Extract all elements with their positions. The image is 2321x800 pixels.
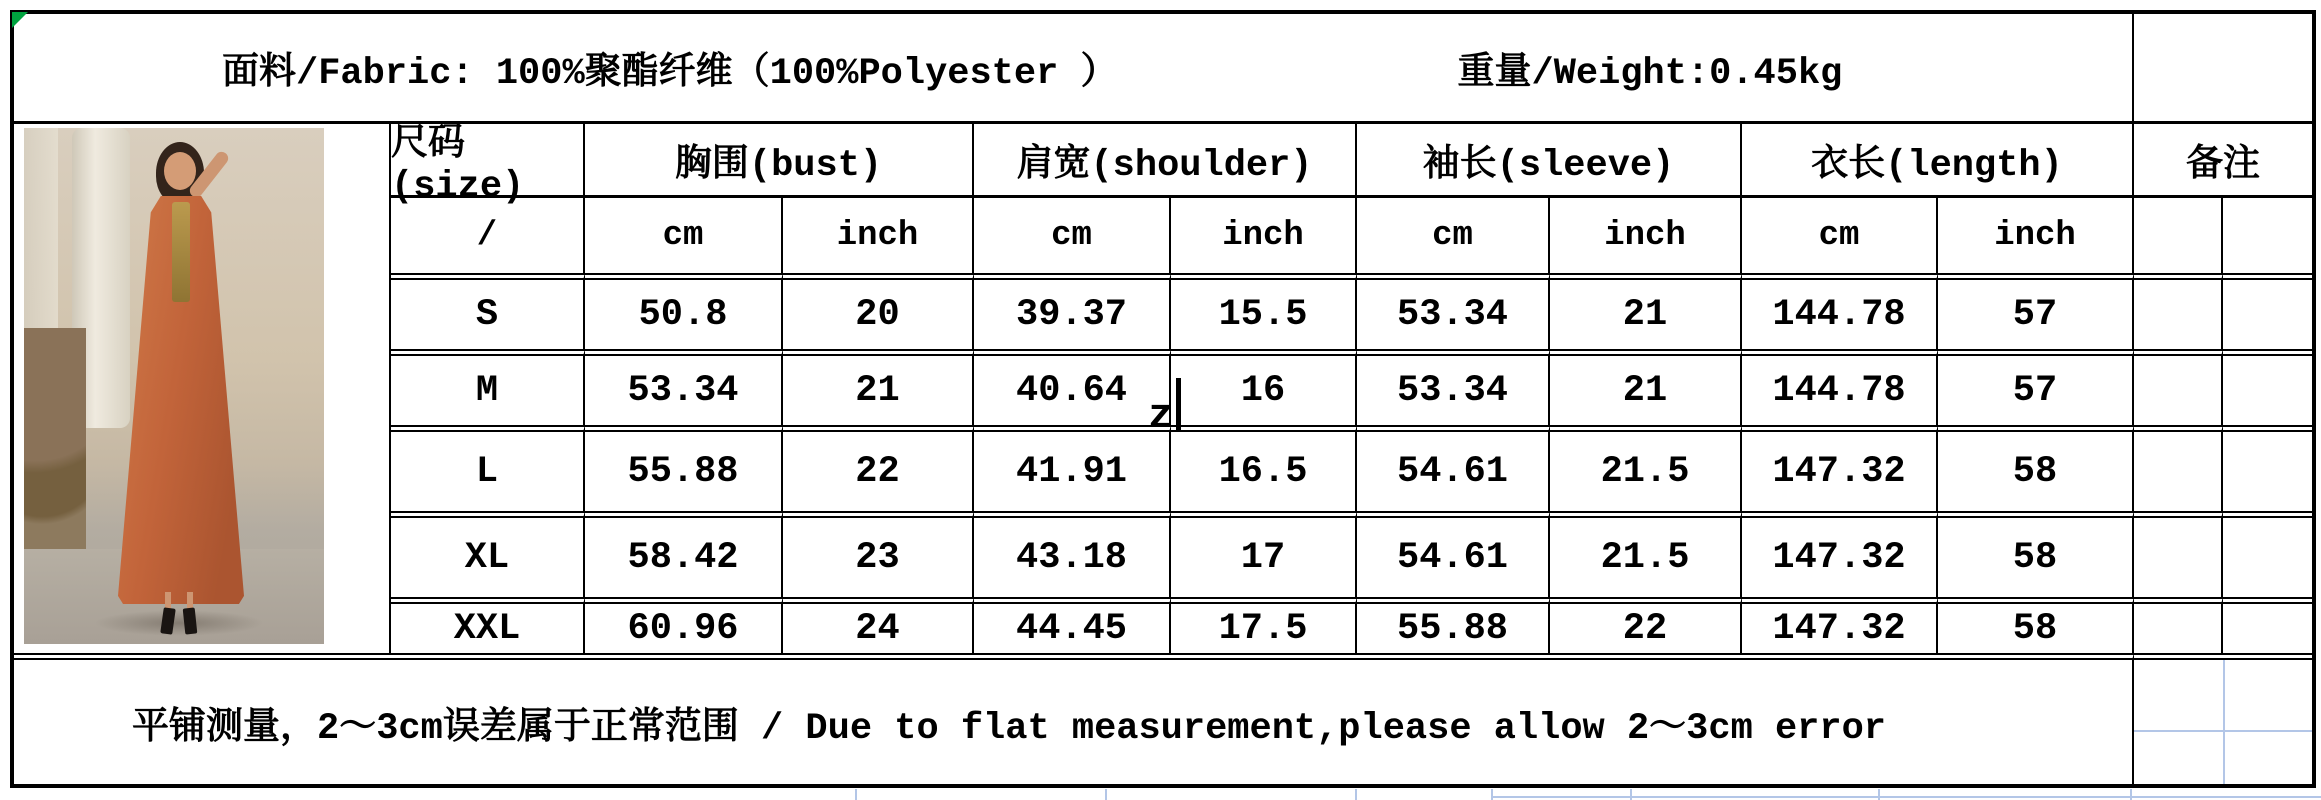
- remark-empty-cell: [2134, 198, 2223, 273]
- cell-value: 40.64: [974, 349, 1171, 425]
- remark-empty-cell: [2134, 597, 2223, 653]
- cell-value: 21: [783, 349, 974, 425]
- cell-value: 55.88: [585, 425, 783, 511]
- cell-value: 15.5: [1171, 273, 1357, 349]
- unit-bust-cm: cm: [585, 198, 783, 273]
- cell-value: 147.32: [1742, 597, 1938, 653]
- rocks: [24, 328, 86, 568]
- cell-value: 147.32: [1742, 425, 1938, 511]
- cell-value: 53.34: [585, 349, 783, 425]
- measurement-note-text: 平铺测量，2～3cm误差属于正常范围 / Due to flat measurement,please allow 2～3cm error: [132, 707, 1886, 750]
- spreadsheet-gridline: [1491, 796, 2321, 798]
- cell-value: 39.37: [974, 273, 1171, 349]
- unit-length-cm: cm: [1742, 198, 1938, 273]
- spreadsheet-gridline: [1105, 789, 1107, 800]
- header-bust: 胸围(bust): [585, 124, 974, 198]
- cell-value: 20: [783, 273, 974, 349]
- remark-empty-cell: [2223, 198, 2312, 273]
- cell-value: 55.88: [1357, 597, 1550, 653]
- cell-value: 144.78: [1742, 273, 1938, 349]
- spreadsheet-gridline: [1355, 789, 1357, 800]
- cell-value: 53.34: [1357, 273, 1550, 349]
- remark-empty-cell: [2223, 349, 2312, 425]
- remark-empty-cell: [2134, 425, 2223, 511]
- cell-value: 58: [1938, 511, 2134, 597]
- cell-size: XL: [391, 511, 585, 597]
- cell-size: M: [391, 349, 585, 425]
- unit-bust-inch: inch: [783, 198, 974, 273]
- spreadsheet-gridline: [1878, 789, 1880, 800]
- cell-value: 22: [783, 425, 974, 511]
- cell-value: 21.5: [1550, 511, 1742, 597]
- remark-empty-cell: [2134, 349, 2223, 425]
- model-face: [164, 152, 196, 190]
- text-caret: [1176, 378, 1181, 432]
- stray-text: z: [1148, 392, 1174, 440]
- remark-empty-cell: [2134, 273, 2223, 349]
- spreadsheet-gridline: [1491, 789, 1493, 800]
- header-shoulder: 肩宽(shoulder): [974, 124, 1357, 198]
- spreadsheet-gridline: [2130, 789, 2132, 800]
- green-corner-marker: [12, 12, 28, 28]
- fabric-text: 面料/Fabric: 100%聚酯纤维（100%Polyester ）: [222, 53, 1118, 95]
- cell-value: 58.42: [585, 511, 783, 597]
- cell-value: 147.32: [1742, 511, 1938, 597]
- cell-value: 21: [1550, 273, 1742, 349]
- cell-value: 54.61: [1357, 511, 1550, 597]
- cell-value: 50.8: [585, 273, 783, 349]
- header-size: 尺码(size): [391, 124, 585, 198]
- spreadsheet-gridline: [855, 789, 857, 800]
- cell-value: 58: [1938, 425, 2134, 511]
- note-row-ungridded-area: [2134, 653, 2312, 784]
- cell-size: XXL: [391, 597, 585, 653]
- cell-value: 23: [783, 511, 974, 597]
- remark-empty-cell: [2223, 511, 2312, 597]
- weight-text: 重量/Weight:0.45kg: [1457, 53, 1843, 95]
- cell-value: 16.5: [1171, 425, 1357, 511]
- cell-value: 41.91: [974, 425, 1171, 511]
- cell-value: 43.18: [974, 511, 1171, 597]
- cell-value: 53.34: [1357, 349, 1550, 425]
- stray-text-artifact: [1148, 378, 1181, 440]
- cell-value: 16: [1171, 349, 1357, 425]
- model-shoe: [183, 607, 198, 634]
- cell-size: S: [391, 273, 585, 349]
- dress-embroidery-panel: [172, 202, 190, 302]
- cell-value: 17.5: [1171, 597, 1357, 653]
- cell-value: 22: [1550, 597, 1742, 653]
- unit-sleeve-inch: inch: [1550, 198, 1742, 273]
- cell-value: 21.5: [1550, 425, 1742, 511]
- header-remark: 备注: [2134, 124, 2312, 198]
- remark-empty-cell: [2223, 597, 2312, 653]
- spreadsheet-gridline: [1630, 789, 1632, 800]
- cell-value: 54.61: [1357, 425, 1550, 511]
- spreadsheet-gridline: [2223, 660, 2225, 784]
- spreadsheet-gridline: [2134, 730, 2312, 732]
- cell-value: 17: [1171, 511, 1357, 597]
- header-length: 衣长(length): [1742, 124, 2134, 198]
- cell-value: 44.45: [974, 597, 1171, 653]
- header-sleeve: 袖长(sleeve): [1357, 124, 1742, 198]
- cell-size: L: [391, 425, 585, 511]
- cell-value: 21: [1550, 349, 1742, 425]
- unit-shoulder-inch: inch: [1171, 198, 1357, 273]
- product-photo-cell: [14, 124, 391, 653]
- cell-value: 57: [1938, 273, 2134, 349]
- cell-value: 58: [1938, 597, 2134, 653]
- unit-shoulder-cm: cm: [974, 198, 1171, 273]
- cell-value: 60.96: [585, 597, 783, 653]
- fabric-row-empty-cell: [2134, 14, 2312, 124]
- cell-value: 144.78: [1742, 349, 1938, 425]
- cell-value: 57: [1938, 349, 2134, 425]
- fabric-weight-row: [14, 14, 2134, 124]
- measurement-note: [14, 653, 2134, 784]
- product-photo: [24, 128, 324, 644]
- remark-empty-cell: [2223, 273, 2312, 349]
- unit-sleeve-cm: cm: [1357, 198, 1550, 273]
- unit-length-inch: inch: [1938, 198, 2134, 273]
- model-shoe: [160, 607, 176, 634]
- remark-empty-cell: [2223, 425, 2312, 511]
- cell-value: 24: [783, 597, 974, 653]
- model-figure: [116, 140, 246, 640]
- remark-empty-cell: [2134, 511, 2223, 597]
- unit-slash: /: [391, 198, 585, 273]
